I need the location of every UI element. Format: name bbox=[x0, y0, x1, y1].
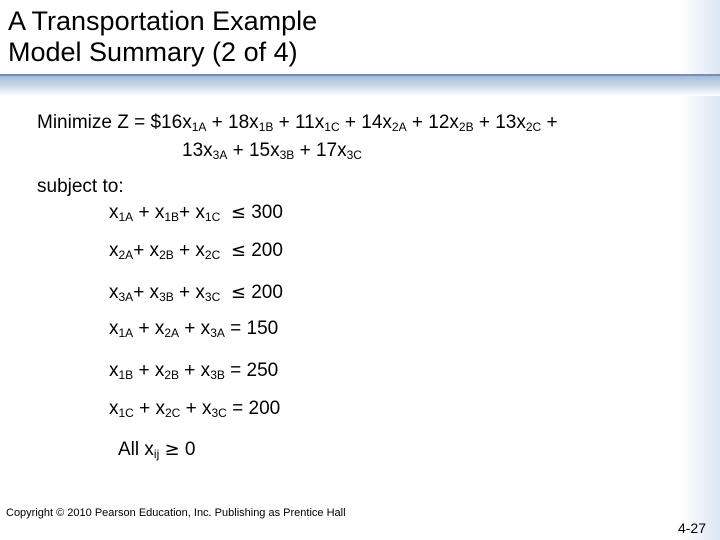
constraint-text: x bbox=[109, 360, 119, 381]
subscript: 3A bbox=[118, 290, 134, 304]
subscript: 3B bbox=[159, 290, 174, 304]
title-line-2: Model Summary (2 of 4) bbox=[8, 37, 298, 67]
constraint-text: + x bbox=[180, 398, 212, 419]
objective-text: Minimize Z = $16x bbox=[37, 112, 192, 133]
objective-line-1 bbox=[37, 112, 558, 134]
relation-symbol: = bbox=[230, 318, 242, 339]
constraint-supply-1 bbox=[109, 202, 283, 224]
objective-text: 13x bbox=[182, 140, 213, 161]
constraint-text: + x bbox=[179, 360, 211, 381]
subscript: 2C bbox=[525, 120, 542, 134]
subscript: 2A bbox=[118, 248, 134, 262]
rhs-value: 200 bbox=[251, 282, 283, 303]
subscript: 3B bbox=[210, 368, 225, 382]
constraint-text: + x bbox=[173, 240, 205, 261]
subscript: 2B bbox=[164, 368, 180, 382]
subscript: 3B bbox=[279, 148, 295, 162]
objective-text: + 17x bbox=[294, 140, 347, 161]
constraint-text: x bbox=[109, 240, 119, 261]
subscript: 3C bbox=[211, 406, 227, 420]
constraint-text: + x bbox=[133, 318, 165, 339]
subscript: 1A bbox=[118, 326, 134, 340]
constraint-text: + x bbox=[179, 202, 205, 223]
objective-text: + 12x bbox=[406, 112, 459, 133]
rhs-value: 200 bbox=[248, 398, 281, 419]
relation-symbol: = bbox=[230, 360, 242, 381]
title-line-1: A Transportation Example bbox=[8, 6, 318, 36]
subscript: 1B bbox=[118, 368, 134, 382]
nonnegativity-constraint bbox=[118, 439, 195, 461]
subscript: 3C bbox=[204, 290, 221, 304]
rhs-value: 0 bbox=[184, 439, 196, 460]
copyright-footer: Copyright © 2010 Pearson Education, Inc. Publishing as Prentice Hall bbox=[6, 507, 346, 519]
constraint-text: x bbox=[109, 202, 119, 223]
constraint-text: + x bbox=[133, 202, 165, 223]
subscript: 3C bbox=[346, 148, 362, 162]
relation-symbol: ≥ bbox=[164, 439, 180, 460]
objective-text: + 18x bbox=[206, 112, 259, 133]
subscript: 1C bbox=[118, 406, 134, 420]
rhs-value: 200 bbox=[251, 240, 283, 261]
constraint-demand-b bbox=[109, 360, 278, 382]
relation-symbol: = bbox=[232, 398, 244, 419]
subscript: 1C bbox=[324, 120, 340, 134]
subscript: 2A bbox=[391, 120, 407, 134]
subscript: 1A bbox=[118, 210, 134, 224]
constraint-text: + x bbox=[133, 282, 160, 303]
subscript: 2C bbox=[165, 406, 181, 420]
constraint-text: + x bbox=[133, 240, 160, 261]
subscript: 1C bbox=[204, 210, 221, 224]
subscript: 2B bbox=[458, 120, 474, 134]
subscript: 3A bbox=[212, 148, 228, 162]
constraint-text: + x bbox=[133, 360, 165, 381]
subscript: 1B bbox=[258, 120, 274, 134]
subscript: 2C bbox=[204, 248, 221, 262]
slide-title bbox=[8, 6, 317, 68]
constraint-text: + x bbox=[133, 398, 165, 419]
rhs-value: 250 bbox=[246, 360, 279, 381]
relation-symbol: ≤ bbox=[230, 282, 246, 303]
constraint-supply-3 bbox=[109, 282, 283, 304]
constraint-demand-c bbox=[109, 398, 280, 420]
relation-symbol: ≤ bbox=[230, 240, 246, 261]
relation-symbol: ≤ bbox=[230, 202, 246, 223]
subject-to-label: subject to: bbox=[37, 176, 124, 197]
constraint-text: All x bbox=[118, 439, 154, 460]
objective-line-2 bbox=[182, 140, 362, 162]
subscript: 2A bbox=[164, 326, 180, 340]
constraint-demand-a bbox=[109, 318, 278, 340]
title-divider-line bbox=[0, 74, 720, 76]
subscript: 1A bbox=[191, 120, 207, 134]
subscript: ij bbox=[153, 447, 160, 461]
title-divider-band bbox=[0, 74, 720, 96]
constraint-supply-2 bbox=[109, 240, 283, 262]
rhs-value: 300 bbox=[251, 202, 283, 223]
objective-text: + bbox=[541, 112, 558, 133]
subscript: 2B bbox=[159, 248, 174, 262]
objective-text: + 11x bbox=[273, 112, 325, 133]
constraint-text: x bbox=[109, 318, 119, 339]
constraint-text: + x bbox=[173, 282, 205, 303]
subscript: 3A bbox=[210, 326, 225, 340]
constraint-text: + x bbox=[179, 318, 211, 339]
constraint-text: x bbox=[109, 398, 119, 419]
subscript: 1B bbox=[164, 210, 180, 224]
objective-text: + 13x bbox=[473, 112, 526, 133]
rhs-value: 150 bbox=[246, 318, 279, 339]
objective-text: + 14x bbox=[339, 112, 392, 133]
constraint-text: x bbox=[109, 282, 119, 303]
objective-text: + 15x bbox=[227, 140, 280, 161]
page-number: 4-27 bbox=[677, 520, 706, 536]
